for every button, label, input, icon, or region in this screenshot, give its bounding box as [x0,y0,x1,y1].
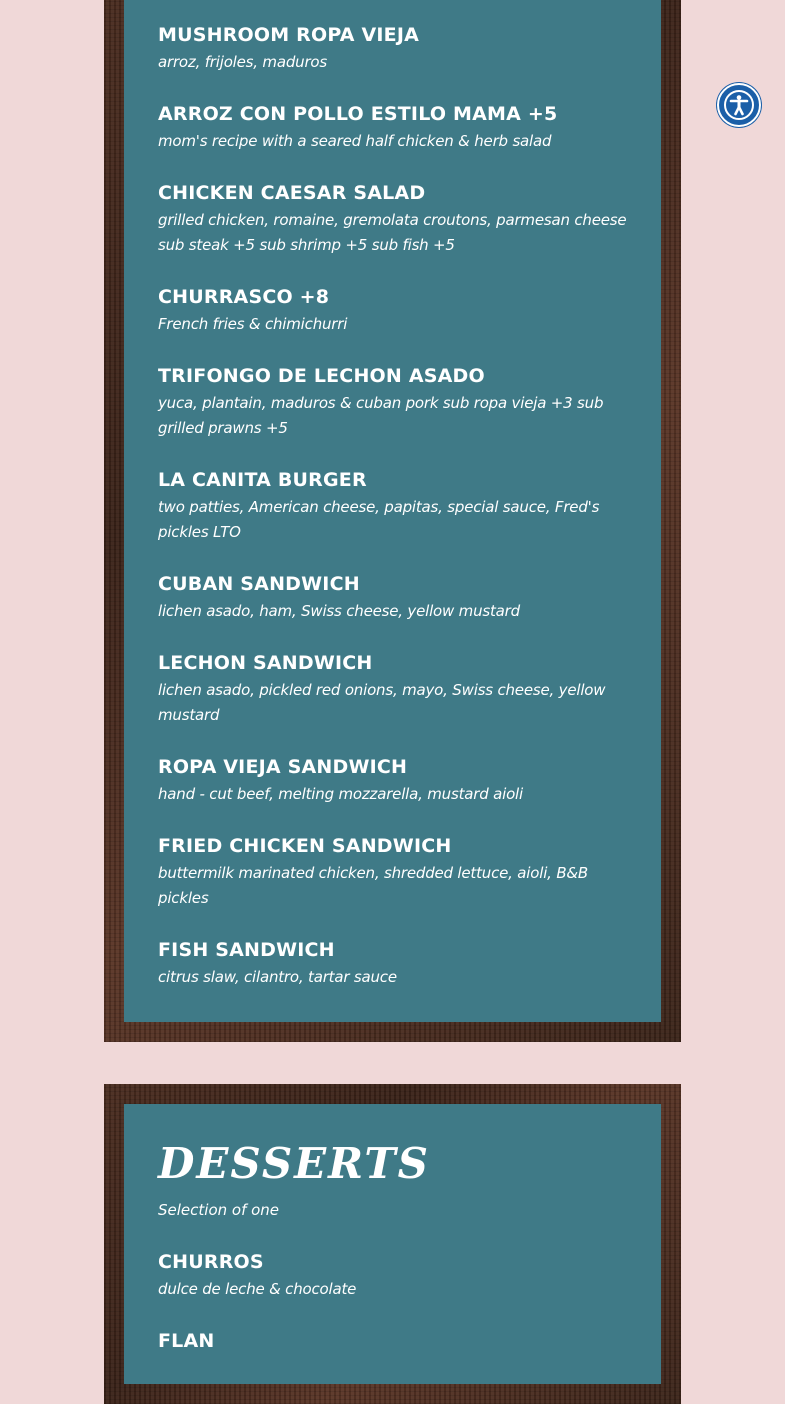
menu-item [158,180,631,258]
menu-item [158,363,631,441]
menu-item [158,1249,631,1302]
menu-item-name: LA CANITA BURGER [158,469,367,491]
menu-item [158,101,631,154]
menu-item-description: lichen asado, ham, Swiss cheese, yellow mustard [158,602,520,620]
mains-menu-panel [124,0,661,1022]
menu-item [158,650,631,728]
menu-item-name: FLAN [158,1330,215,1352]
menu-item-description: lichen asado, pickled red onions, mayo, Swiss cheese, yellow mustard [158,681,606,724]
menu-item-description: French fries & chimichurri [158,315,348,333]
menu-item-name: FISH SANDWICH [158,939,335,961]
menu-item [158,22,631,75]
menu-item-name: MUSHROOM ROPA VIEJA [158,24,419,46]
menu-item-name: ARROZ CON POLLO ESTILO MAMA +5 [158,103,558,125]
desserts-menu-panel [124,1104,661,1384]
menu-item [158,754,631,807]
menu-item-description: arroz, frijoles, maduros [158,53,328,71]
menu-item [158,833,631,911]
menu-item-description: citrus slaw, cilantro, tartar sauce [158,968,397,986]
menu-item [158,467,631,545]
accessibility-person-icon [723,89,755,121]
menu-item-name: CHURROS [158,1251,264,1273]
menu-item-name: FRIED CHICKEN SANDWICH [158,835,452,857]
menu-item-name: TRIFONGO DE LECHON ASADO [158,365,485,387]
desserts-subtitle: Selection of one [158,1201,280,1219]
menu-item [158,1328,631,1354]
menu-item-description: yuca, plantain, maduros & cuban pork sub ropa vieja +3 sub grilled prawns +5 [158,394,604,437]
menu-item [158,937,631,990]
accessibility-button[interactable] [717,83,761,127]
menu-item-name: CHICKEN CAESAR SALAD [158,182,426,204]
menu-item-name: CUBAN SANDWICH [158,573,360,595]
menu-item [158,571,631,624]
menu-item-name: ROPA VIEJA SANDWICH [158,756,408,778]
desserts-menu-board [104,1084,681,1404]
mains-menu-board [104,0,681,1042]
menu-item-description: dulce de leche & chocolate [158,1280,357,1298]
menu-item-name: LECHON SANDWICH [158,652,373,674]
menu-item-description: grilled chicken, romaine, gremolata croutons, parmesan cheese sub steak +5 sub shrimp +5 sub fish +5 [158,211,627,254]
menu-item-name: CHURRASCO +8 [158,286,330,308]
menu-item-description: two patties, American cheese, papitas, special sauce, Fred's pickles LTO [158,498,600,541]
desserts-title: DESSERTS [158,1139,430,1188]
menu-item-description: hand - cut beef, melting mozzarella, mustard aioli [158,785,523,803]
menu-item-description: buttermilk marinated chicken, shredded lettuce, aioli, B&B pickles [158,864,588,907]
menu-item-description: mom's recipe with a seared half chicken & herb salad [158,132,552,150]
menu-item [158,284,631,337]
